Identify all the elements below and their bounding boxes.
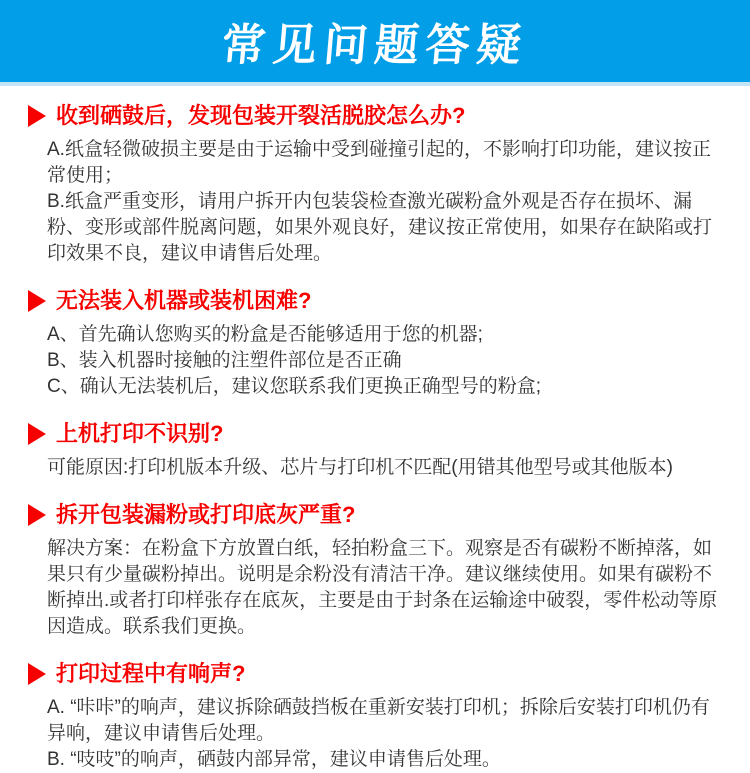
faq-question-row	[28, 661, 726, 687]
triangle-bullet-icon	[28, 290, 46, 312]
faq-answers	[47, 455, 726, 481]
faq-section-package-damage	[28, 103, 726, 267]
faq-answer: A.纸盒轻微破损主要是由于运输中受到碰撞引起的，不影响打印功能，建议按正常使用；	[47, 139, 711, 186]
page-title: 常见问题答疑	[219, 21, 530, 70]
faq-answers	[47, 137, 726, 267]
faq-question: 收到硒鼓后，发现包装开裂活脱胶怎么办?	[56, 103, 466, 128]
faq-question-row	[28, 421, 726, 447]
faq-content	[0, 86, 750, 773]
faq-section-toner-leak	[28, 502, 726, 640]
faq-answer: 可能原因:打印机版本升级、芯片与打印机不匹配(用错其他型号或其他版本)	[47, 457, 673, 478]
faq-section-printing-noise	[28, 661, 726, 773]
faq-answer: A. “咔咔”的响声，建议拆除硒鼓挡板在重新安装打印机；拆除后安装打印机仍有异响，建议申请售后处理。	[47, 697, 710, 744]
triangle-bullet-icon	[28, 663, 46, 685]
faq-question-row	[28, 502, 726, 528]
faq-question: 打印过程中有响声?	[56, 661, 246, 686]
faq-question-row	[28, 288, 726, 314]
faq-answer: C、确认无法装机后，建议您联系我们更换正确型号的粉盒;	[47, 376, 542, 397]
faq-answer: A、首先确认您购买的粉盒是否能够适用于您的机器;	[47, 324, 483, 345]
triangle-bullet-icon	[28, 423, 46, 445]
page-header	[0, 0, 750, 86]
faq-question: 上机打印不识别?	[56, 421, 224, 446]
faq-question: 无法装入机器或装机困难?	[56, 288, 312, 313]
faq-answers	[47, 695, 726, 773]
faq-answers	[47, 322, 726, 400]
faq-section-install-difficulty	[28, 288, 726, 400]
faq-answer: B、装入机器时接触的注塑件部位是否正确	[47, 350, 402, 371]
faq-question-row	[28, 103, 726, 129]
faq-answer: B. “吱吱”的响声，硒鼓内部异常，建议申请售后处理。	[47, 749, 501, 770]
faq-answer: B.纸盒严重变形，请用户拆开内包装袋检查激光碳粉盒外观是否存在损坏、漏粉、变形或部件脱离问题，如果外观良好，建议按正常使用，如果存在缺陷或打印效果不良，建议申请售后处理。	[47, 191, 713, 264]
faq-section-not-recognized	[28, 421, 726, 481]
triangle-bullet-icon	[28, 105, 46, 127]
triangle-bullet-icon	[28, 504, 46, 526]
faq-question: 拆开包装漏粉或打印底灰严重?	[56, 502, 356, 527]
faq-answers	[47, 536, 726, 640]
faq-answer: 解决方案：在粉盒下方放置白纸，轻拍粉盒三下。观察是否有碳粉不断掉落，如果只有少量碳粉掉出。说明是余粉没有清洁干净。建议继续使用。如果有碳粉不断掉出.或者打印样张存在底灰，主要是由于封条在运输途中破裂，零件松动等原因造成。联系我们更换。	[47, 538, 718, 637]
